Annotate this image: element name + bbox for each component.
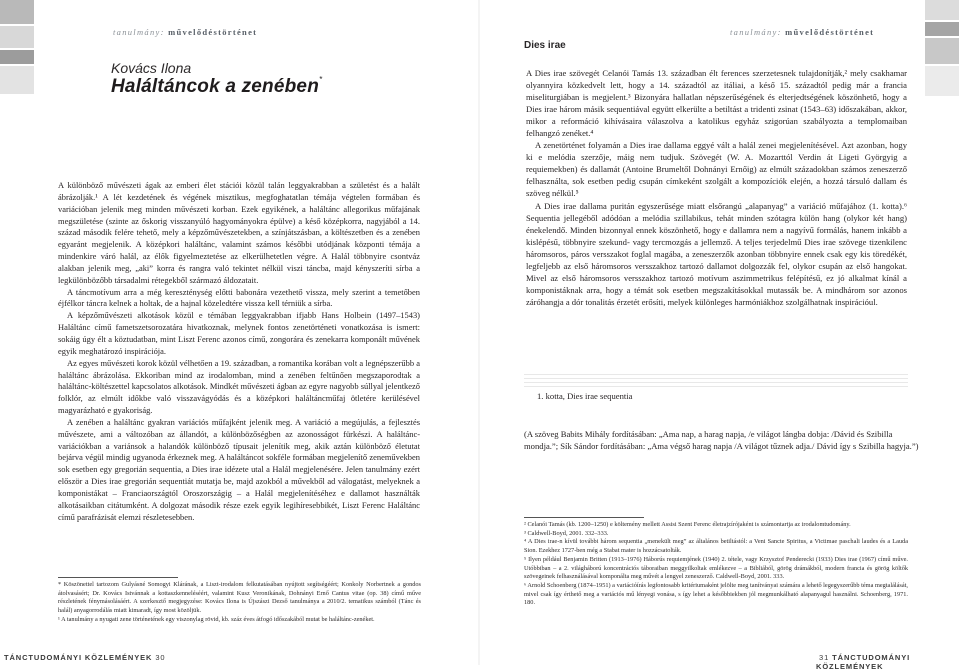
footnote: * Köszönettel tartozom Gulyásné Somogyi Klárának, a Liszt-irodalom felkutatásában nyújtott segítségéért; Konkoly Norbertnek a gondos átolvasásért; Dr. Kovács Istvánnak a kottaszkenneléséért, valamint Kusz Veronikának, Dohnányi Ernő Cantus vitae (op. 38) című műve részletének fénymásolásáért. A szerkesztő megjegyzése: Kovács Ilona is Újszászi Dezső tanulmánya a 2010/2. tematikus számból (Tánc és halál) anyagorrodálás miatt kimaradt, így most közöljük. bbox=[58, 581, 421, 615]
paragraph: A zenetörténet folyamán a Dies irae dallama eggyé vált a halál zenei megjelenítésével. Azt azonban, hogy ki e melódia szerzője, máig nem tudjuk. Szövegét (W. A. Mozarttól Verdin át Ligeti Györgyig a requiemekben) és dallamát (Antoine Brumeltől Dohnányi Ernőig) az elmúlt századokban számos zeneszerző felhasználta, sok esetben pedig csupán címkeként szolgált a kompozíciók elején, a hozzá társuló dallam és szöveg nélkül.⁵ bbox=[526, 140, 907, 199]
page-folio-right: 31 TÁNCTUDOMÁNYI KÖZLEMÉNYEK bbox=[816, 653, 911, 671]
footnote: ² Celanói Tamás (kb. 1200–1250) e költemény mellett Assisi Szent Ferenc életrajzírójaként is számontartja az irodalomtudomány. bbox=[524, 521, 851, 528]
dancer-photo bbox=[0, 50, 34, 64]
left-footnotes bbox=[58, 581, 421, 625]
dancer-photo bbox=[925, 0, 959, 20]
paragraph: A képzőművészeti alkotások közül e témában leggyakrabban ifjabb Hans Holbein (1497–1543) Haláltánc című fametszetsorozatára hivatkoznak, melynek fontos zenetörténeti vonatkozása is ismert: sokáig úgy élt a köztudatban, mint Liszt Ferenc azonos című, zongorára és zenekarra komponált művének egyik meghatározó inspirációja. bbox=[58, 310, 420, 356]
staff-line bbox=[524, 382, 908, 383]
left-body-text bbox=[58, 180, 420, 523]
page-folio-left: TÁNCTUDOMÁNYI KÖZLEMÉNYEK 30 bbox=[4, 653, 166, 662]
footnote-rule bbox=[524, 517, 644, 518]
dancer-photo bbox=[0, 0, 34, 24]
left-page bbox=[0, 0, 479, 665]
article-title: Haláltáncok a zenében* bbox=[111, 75, 323, 97]
paragraph: A táncmotívum arra a még kereszténység előtti babonára vezethető vissza, mely szerint a temetőben éjfélkor táncra kelnek a holtak, de a hajnal közeledtére vissza kell térniük a sírba. bbox=[58, 286, 420, 309]
score-caption: 1. kotta, Dies irae sequentia bbox=[537, 391, 633, 401]
paragraph: A zenében a haláltánc gyakran variációs műfajként jelenik meg. A variáció a megújulás, a fejlesztés művészete, ami a változóban az állandót, a különbözőségben az azonosságot fürkészi. A haláltánc-variációkban a variánsok a halandók különböző típusait jelenítik meg, akik aztán különböző életutat bejárva végül mindig ugyanoda érkeznek meg. A haláltáncot sokféle formában megjelenítő zeneművekben sok esetben egy gregorián sequentia, a Dies irae idézete utal a Halál megjelenésére. Jelen tanulmány ezért először a Dies irae gregorián sequentiát mutatja be, majd azokból a művekből ad válogatást, melyeknek a komponistákat – Franciaországtól Oroszországig – a Halál megjelenítéséhez e dallamot használták alkotásaikban citátumként. A dolgozat második része ezek egyik legihíresebbikét, Liszt Ferenc Haláltánc című parafrázisát elemzi részletesebben. bbox=[58, 416, 420, 522]
staff-line bbox=[524, 378, 908, 379]
staff-line bbox=[524, 386, 908, 387]
photo-strip-left bbox=[0, 0, 34, 665]
article-author: Kovács Ilona bbox=[111, 60, 192, 76]
dancer-photo bbox=[0, 26, 34, 48]
running-head: tanulmány: művelődéstörténet bbox=[730, 27, 875, 37]
paragraph: A Dies irae dallama puritán egyszerűsége miatt elsőrangú „alapanyag” a variáció műfajához (1. kotta).⁶ Sequentia jellegéből adódóan a melódia szillabikus, tehát minden szótagra külön hang (olykor két hang) énekelendő. Minden bizonnyal ennek köszönhető, hogy e dallamra nem a nagyívű formálás, hanem inkább a kislépésű, többnyire szekund- vagy tercmozgás a jellemző. A teljes terjedelmű Dies irae szövege tizenkilenc háromsoros, páros versszakot foglal magába, a zeneszerzők azonban többnyire ennek csak egy kis töredékét, legfeljebb az első háromsoros versszakhoz tartozó dallamot dolgozzák fel, olykor csupán az első hangokat. Mivel az első háromsoros versszakhoz tartozó motívum aszimmetrikus felépítésű, ez jó alkalmat kínál a komponistáknak arra, hogy a témát sok esetben megszakításokkal mutassák be. A mindhárom sor azonos záróhangja a dór tonalitás érzetét erősíti, melyek különleges harmóniákhoz szolgálhatnak inspirációul. bbox=[526, 200, 907, 307]
running-head: tanulmány: művelődéstörténet bbox=[113, 27, 258, 37]
paragraph: A különböző művészeti ágak az emberi élet stációi közül talán leggyakrabban a születést és a halált ábrázolják.¹ A lét kezdetének és végének misztikus, megfoghatatlan témája végtelen formában és variációban jelenik meg minden művészeti korban. Ezek egyikének, a haláltánc allegorikus műfajának megszületése (szinte az őskorig visszanyúló hagyományokra épülve) a késő középkorra, nagyjából a 14. század második felére tehető, mely a képzőművészetekben, a színjátszásban, a költészetben és a zenében egyaránt megjelenik. A középkori haláltánc, valamint számos későbbi utódjának központi témája a mindenkire váró halál, az élők figyelmeztetése az elkerülhetetlen végre. A Halál többnyire csontváz alakban jelenik meg, „aki” korra és rangra való tekintet nélkül viszi táncba, majd kényszeríti sírba a legkülönbözőbb társadalmi rétegekből származó áldozatait. bbox=[58, 180, 420, 285]
footnote: ⁶ Arnold Schoenberg (1874–1951) a variációírás legfontosabb kritériumaként jelölte meg tanítványai számára a lehető legegyszerűbb téma megtalálását, mivel csak így érthető meg a variációs mű lényegi vonása, s így lehet a későbbiekben jól megmunkálható alapanyagul használni. Schoenberg, 1971. 180. bbox=[524, 581, 908, 607]
right-footnotes bbox=[524, 521, 908, 608]
paragraph: A Dies irae szövegét Celanói Tamás 13. században élt ferences szerzetesnek tulajdonítják,² mely csakhamar olyannyira közkedvelt lett, hogy a 14. századtól az itáliai, a késő 15. századtól pedig már a francia miseliturgiában is megjelent.³ Bizonyára hallatlan népszerűségének és elterjedtségének köszönhető, hogy a Dies irae három másik sequentiával együtt elkerülte a betiltást a tridenti zsinat (1543–63) időszakában, akkor, mikor a reformáció kihívásaira válaszolva a katolikus egyház szigorúan szabályozta a templomaiban felhangzó zenéket.⁴ bbox=[526, 68, 907, 139]
dancer-photo bbox=[925, 22, 959, 36]
footnote: ³ Caldwell-Boyd, 2001. 332–333. bbox=[524, 529, 609, 537]
dancer-photo bbox=[925, 66, 959, 96]
footnote: ⁵ Ilyen például Benjamin Britten (1913–1976) Háborús requiemjének (1940) 2. tétele, vagy Krzysztof Penderecki (1933) Dies irae (1967) című műve. Utóbbiban – a 2. világháború koncentrációs táboraiban meggyilkoltak emlékezve – a Bibliából, görög drámákból, modern francia és görög költők szövegeinek felhasználásával komponálta meg művét a lengyel zeneszerző. Caldwell-Boyd, 2001. 333. bbox=[524, 555, 908, 581]
right-body-text bbox=[526, 67, 907, 308]
section-heading: Dies irae bbox=[524, 40, 566, 51]
paragraph: Az egyes művészeti korok közül vélhetően a 19. században, a romantika korában volt a legnépszerűbb a haláltánc ábrázolása. Ekkoriban mind az irodalomban, mind a zenében feltűnően megszaporodtak a haláltánc-költészettel kapcsolatos alkotások. Mindkét művészeti ágban az egyre nagyobb súllyal jelentkező folklór, az elmúlt időkbe való visszavágyódás és a középkori haláltáncműfaj ötletére kerülésével magyarázható e gyakoriság. bbox=[58, 357, 420, 416]
staff-line bbox=[524, 374, 908, 375]
title-footnote-mark: * bbox=[319, 75, 323, 84]
footnote: ¹ A tanulmány a nyugati zene történetének egy viszonylag rövid, kb. száz éves átfogó időszakából mutat be haláltánc-zenéket. bbox=[58, 615, 375, 623]
dancer-photo bbox=[0, 66, 34, 94]
dancer-photo bbox=[925, 38, 959, 64]
translation-text: (A szöveg Babits Mihály fordításában: „Ama nap, a harag napja, /e világot lángba dobja: /Dávid és Szibilla mondja.”; Sík Sándor fordításában: „Ama végső harag napja /A világot tűznek adja./ Dávid így s Szibilla hagyja.”) bbox=[524, 429, 919, 452]
footnote-rule bbox=[58, 577, 178, 578]
photo-strip-right bbox=[925, 0, 959, 665]
footnote: ⁴ A Dies irae-n kívül további három sequentia „menekült meg” az általános betiltástól: a Veni Sancte Spiritus, a Victimae paschali laudes és a Lauda Sion. Ezekhez 1727-ben még a Stabat mater is hozzácsatolták. bbox=[524, 538, 908, 555]
